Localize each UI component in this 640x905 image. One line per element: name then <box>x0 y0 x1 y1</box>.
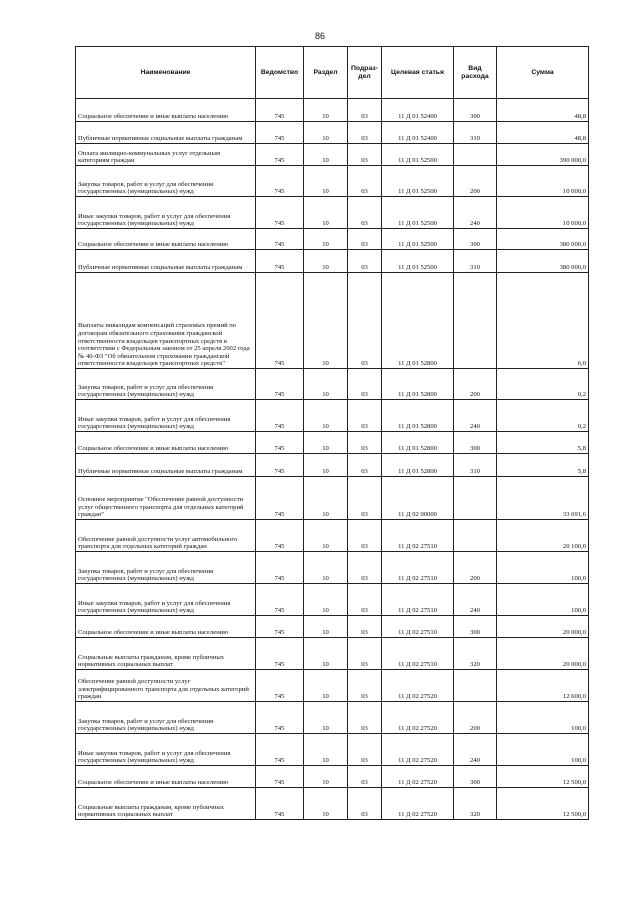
row-target-article-cell: 11 Д 02 27510 <box>382 584 454 616</box>
table-row <box>76 122 589 144</box>
row-target-article-cell: 11 Д 01 52500 <box>382 166 454 197</box>
row-name-cell: Закупка товаров, работ и услуг для обеспечения государственных (муниципальных) нужд <box>76 369 256 400</box>
row-department-cell: 745 <box>256 197 304 229</box>
row-section-cell: 10 <box>304 273 348 369</box>
row-target-article-cell: 11 Д 01 52500 <box>382 250 454 273</box>
row-section-cell: 10 <box>304 250 348 273</box>
row-target-article-cell: 11 Д 01 52500 <box>382 229 454 250</box>
row-section-cell: 10 <box>304 520 348 552</box>
table-row <box>76 670 589 702</box>
row-subsection-cell: 03 <box>348 788 382 820</box>
row-department-cell: 745 <box>256 144 304 166</box>
row-section-cell: 10 <box>304 788 348 820</box>
row-department-cell: 745 <box>256 702 304 734</box>
row-name-cell: Иные закупки товаров, работ и услуг для обеспечения государственных (муниципальных) нужд <box>76 584 256 616</box>
table-row <box>76 400 589 432</box>
row-name-cell: Социальное обеспечение и иные выплаты населению <box>76 616 256 638</box>
row-amount-cell: 0,2 <box>497 369 589 400</box>
row-target-article-cell: 11 Д 01 52800 <box>382 432 454 454</box>
table-row <box>76 520 589 552</box>
row-expense-type-cell: 200 <box>454 552 497 584</box>
row-name-cell: Обеспечение равной доступности услуг автомобильного транспорта для отдельных категорий граждан <box>76 520 256 552</box>
row-subsection-cell: 03 <box>348 638 382 670</box>
row-name-cell: Закупка товаров, работ и услуг для обеспечения государственных (муниципальных) нужд <box>76 552 256 584</box>
row-name-cell: Иные закупки товаров, работ и услуг для обеспечения государственных (муниципальных) нужд <box>76 197 256 229</box>
row-amount-cell: 12 500,0 <box>497 766 589 788</box>
row-subsection-cell: 03 <box>348 400 382 432</box>
row-name-cell: Социальное обеспечение и иные выплаты населению <box>76 229 256 250</box>
row-amount-cell: 20 000,0 <box>497 616 589 638</box>
row-expense-type-cell: 200 <box>454 702 497 734</box>
header-section: Раздел <box>304 47 348 99</box>
row-amount-cell: 100,0 <box>497 702 589 734</box>
table-row <box>76 734 589 766</box>
row-subsection-cell: 03 <box>348 616 382 638</box>
row-name-cell: Обеспечение равной доступности услуг электрифицированного транспорта для отдельных категорий граждан <box>76 670 256 702</box>
table-row <box>76 552 589 584</box>
row-subsection-cell: 03 <box>348 454 382 477</box>
row-department-cell: 745 <box>256 616 304 638</box>
row-department-cell: 745 <box>256 788 304 820</box>
row-subsection-cell: 03 <box>348 670 382 702</box>
row-expense-type-cell <box>454 144 497 166</box>
row-target-article-cell: 11 Д 02 27510 <box>382 616 454 638</box>
header-expense-type: Вид расхода <box>454 47 497 99</box>
row-target-article-cell: 11 Д 01 52800 <box>382 273 454 369</box>
row-name-cell: Закупка товаров, работ и услуг для обеспечения государственных (муниципальных) нужд <box>76 702 256 734</box>
row-name-cell: Социальное обеспечение и иные выплаты населению <box>76 99 256 122</box>
header-department: Ведомство <box>256 47 304 99</box>
row-section-cell: 10 <box>304 766 348 788</box>
row-subsection-cell: 03 <box>348 369 382 400</box>
row-amount-cell: 48,8 <box>497 122 589 144</box>
row-amount-cell: 380 000,0 <box>497 229 589 250</box>
table-row <box>76 788 589 820</box>
row-section-cell: 10 <box>304 99 348 122</box>
page-number: 86 <box>314 31 325 41</box>
row-subsection-cell: 03 <box>348 552 382 584</box>
row-expense-type-cell: 240 <box>454 584 497 616</box>
row-section-cell: 10 <box>304 552 348 584</box>
table-row <box>76 273 589 369</box>
row-amount-cell: 100,0 <box>497 734 589 766</box>
table-row <box>76 369 589 400</box>
row-name-cell: Социальное обеспечение и иные выплаты населению <box>76 766 256 788</box>
row-subsection-cell: 03 <box>348 273 382 369</box>
row-expense-type-cell: 240 <box>454 734 497 766</box>
row-amount-cell: 48,8 <box>497 99 589 122</box>
row-expense-type-cell: 200 <box>454 369 497 400</box>
row-department-cell: 745 <box>256 122 304 144</box>
row-target-article-cell: 11 Д 01 52400 <box>382 99 454 122</box>
row-subsection-cell: 03 <box>348 166 382 197</box>
header-row <box>76 47 589 99</box>
row-amount-cell: 12 500,0 <box>497 788 589 820</box>
row-name-cell: Публичные нормативные социальные выплаты гражданам <box>76 454 256 477</box>
budget-table <box>75 46 589 820</box>
row-target-article-cell: 11 Д 01 52800 <box>382 454 454 477</box>
row-subsection-cell: 03 <box>348 250 382 273</box>
row-department-cell: 745 <box>256 638 304 670</box>
row-department-cell: 745 <box>256 734 304 766</box>
row-expense-type-cell: 310 <box>454 122 497 144</box>
row-subsection-cell: 03 <box>348 99 382 122</box>
table-row <box>76 766 589 788</box>
row-section-cell: 10 <box>304 400 348 432</box>
row-expense-type-cell: 300 <box>454 99 497 122</box>
row-name-cell: Иные закупки товаров, работ и услуг для обеспечения государственных (муниципальных) нужд <box>76 400 256 432</box>
header-amount: Сумма <box>497 47 589 99</box>
row-department-cell: 745 <box>256 250 304 273</box>
header-target-article: Целевая статья <box>382 47 454 99</box>
row-section-cell: 10 <box>304 584 348 616</box>
row-expense-type-cell: 200 <box>454 166 497 197</box>
header-name: Наименование <box>76 47 256 99</box>
row-name-cell: Публичные нормативные социальные выплаты гражданам <box>76 250 256 273</box>
row-amount-cell: 100,0 <box>497 552 589 584</box>
row-amount-cell: 33 691,6 <box>497 477 589 520</box>
row-expense-type-cell: 240 <box>454 197 497 229</box>
row-expense-type-cell: 300 <box>454 432 497 454</box>
row-expense-type-cell <box>454 477 497 520</box>
row-amount-cell: 12 600,0 <box>497 670 589 702</box>
row-expense-type-cell: 320 <box>454 788 497 820</box>
row-target-article-cell: 11 Д 02 27520 <box>382 766 454 788</box>
row-amount-cell: 5,8 <box>497 432 589 454</box>
row-section-cell: 10 <box>304 702 348 734</box>
table-row <box>76 616 589 638</box>
row-section-cell: 10 <box>304 454 348 477</box>
row-subsection-cell: 03 <box>348 197 382 229</box>
row-target-article-cell: 11 Д 02 27510 <box>382 552 454 584</box>
row-department-cell: 745 <box>256 552 304 584</box>
row-section-cell: 10 <box>304 122 348 144</box>
row-section-cell: 10 <box>304 369 348 400</box>
row-subsection-cell: 03 <box>348 702 382 734</box>
table-row <box>76 144 589 166</box>
row-subsection-cell: 03 <box>348 432 382 454</box>
row-amount-cell: 380 000,0 <box>497 250 589 273</box>
row-subsection-cell: 03 <box>348 229 382 250</box>
row-amount-cell: 20 100,0 <box>497 520 589 552</box>
row-department-cell: 745 <box>256 273 304 369</box>
row-section-cell: 10 <box>304 432 348 454</box>
row-expense-type-cell <box>454 520 497 552</box>
row-expense-type-cell: 310 <box>454 454 497 477</box>
row-amount-cell: 6,0 <box>497 273 589 369</box>
row-section-cell: 10 <box>304 616 348 638</box>
table-row <box>76 166 589 197</box>
row-section-cell: 10 <box>304 229 348 250</box>
row-section-cell: 10 <box>304 197 348 229</box>
row-name-cell: Социальные выплаты гражданам, кроме публичных нормативных социальных выплат <box>76 638 256 670</box>
row-target-article-cell: 11 Д 02 27520 <box>382 702 454 734</box>
row-section-cell: 10 <box>304 638 348 670</box>
row-name-cell: Оплата жилищно-коммунальных услуг отдельным категориям граждан <box>76 144 256 166</box>
row-department-cell: 745 <box>256 166 304 197</box>
table-row <box>76 638 589 670</box>
row-expense-type-cell: 300 <box>454 616 497 638</box>
row-target-article-cell: 11 Д 01 52500 <box>382 144 454 166</box>
row-expense-type-cell: 300 <box>454 229 497 250</box>
table-row <box>76 99 589 122</box>
row-name-cell: Социальные выплаты гражданам, кроме публичных нормативных социальных выплат <box>76 788 256 820</box>
table-row <box>76 584 589 616</box>
row-subsection-cell: 03 <box>348 122 382 144</box>
row-target-article-cell: 11 Д 01 52400 <box>382 122 454 144</box>
row-section-cell: 10 <box>304 670 348 702</box>
table-row <box>76 477 589 520</box>
row-department-cell: 745 <box>256 477 304 520</box>
row-target-article-cell: 11 Д 02 00000 <box>382 477 454 520</box>
row-department-cell: 745 <box>256 584 304 616</box>
row-target-article-cell: 11 Д 01 52800 <box>382 369 454 400</box>
row-name-cell: Закупка товаров, работ и услуг для обеспечения государственных (муниципальных) нужд <box>76 166 256 197</box>
row-expense-type-cell: 320 <box>454 638 497 670</box>
row-department-cell: 745 <box>256 670 304 702</box>
row-subsection-cell: 03 <box>348 477 382 520</box>
row-department-cell: 745 <box>256 520 304 552</box>
row-section-cell: 10 <box>304 477 348 520</box>
row-expense-type-cell: 240 <box>454 400 497 432</box>
row-subsection-cell: 03 <box>348 144 382 166</box>
row-amount-cell: 10 000,0 <box>497 197 589 229</box>
row-amount-cell: 5,8 <box>497 454 589 477</box>
row-subsection-cell: 03 <box>348 520 382 552</box>
row-department-cell: 745 <box>256 432 304 454</box>
row-amount-cell: 0,2 <box>497 400 589 432</box>
row-section-cell: 10 <box>304 734 348 766</box>
table-row <box>76 432 589 454</box>
row-name-cell: Иные закупки товаров, работ и услуг для обеспечения государственных (муниципальных) нужд <box>76 734 256 766</box>
row-amount-cell: 390 000,0 <box>497 144 589 166</box>
row-amount-cell: 100,0 <box>497 584 589 616</box>
row-subsection-cell: 03 <box>348 766 382 788</box>
row-section-cell: 10 <box>304 166 348 197</box>
table-row <box>76 197 589 229</box>
row-expense-type-cell: 310 <box>454 250 497 273</box>
table-body <box>76 99 589 820</box>
row-target-article-cell: 11 Д 02 27520 <box>382 788 454 820</box>
row-name-cell: Публичные нормативные социальные выплаты гражданам <box>76 122 256 144</box>
row-target-article-cell: 11 Д 01 52800 <box>382 400 454 432</box>
row-name-cell: Социальное обеспечение и иные выплаты населению <box>76 432 256 454</box>
row-subsection-cell: 03 <box>348 584 382 616</box>
row-department-cell: 745 <box>256 229 304 250</box>
table-row <box>76 250 589 273</box>
row-target-article-cell: 11 Д 02 27520 <box>382 670 454 702</box>
row-target-article-cell: 11 Д 02 27510 <box>382 520 454 552</box>
row-amount-cell: 20 000,0 <box>497 638 589 670</box>
table-row <box>76 702 589 734</box>
row-department-cell: 745 <box>256 766 304 788</box>
row-target-article-cell: 11 Д 02 27520 <box>382 734 454 766</box>
row-department-cell: 745 <box>256 454 304 477</box>
row-name-cell: Основное мероприятие "Обеспечение равной доступности услуг общественного транспорта для отдельных категорий граждан" <box>76 477 256 520</box>
row-department-cell: 745 <box>256 369 304 400</box>
row-expense-type-cell <box>454 670 497 702</box>
row-department-cell: 745 <box>256 400 304 432</box>
row-expense-type-cell <box>454 273 497 369</box>
row-name-cell: Выплаты инвалидам компенсаций страховых премий по договорам обязательного страхования гражданской ответственности владельцев транспортных средств в соответствии с Федеральным законом от 25 апреля 2002 года № 40-ФЗ "Об обязательном страховании гражданской ответственности владельцев транспортных средств" <box>76 273 256 369</box>
row-department-cell: 745 <box>256 99 304 122</box>
row-expense-type-cell: 300 <box>454 766 497 788</box>
table-row <box>76 454 589 477</box>
row-target-article-cell: 11 Д 02 27510 <box>382 638 454 670</box>
row-section-cell: 10 <box>304 144 348 166</box>
row-target-article-cell: 11 Д 01 52500 <box>382 197 454 229</box>
table-row <box>76 229 589 250</box>
row-subsection-cell: 03 <box>348 734 382 766</box>
header-subsection: Подраз- дел <box>348 47 382 99</box>
row-amount-cell: 10 000,0 <box>497 166 589 197</box>
